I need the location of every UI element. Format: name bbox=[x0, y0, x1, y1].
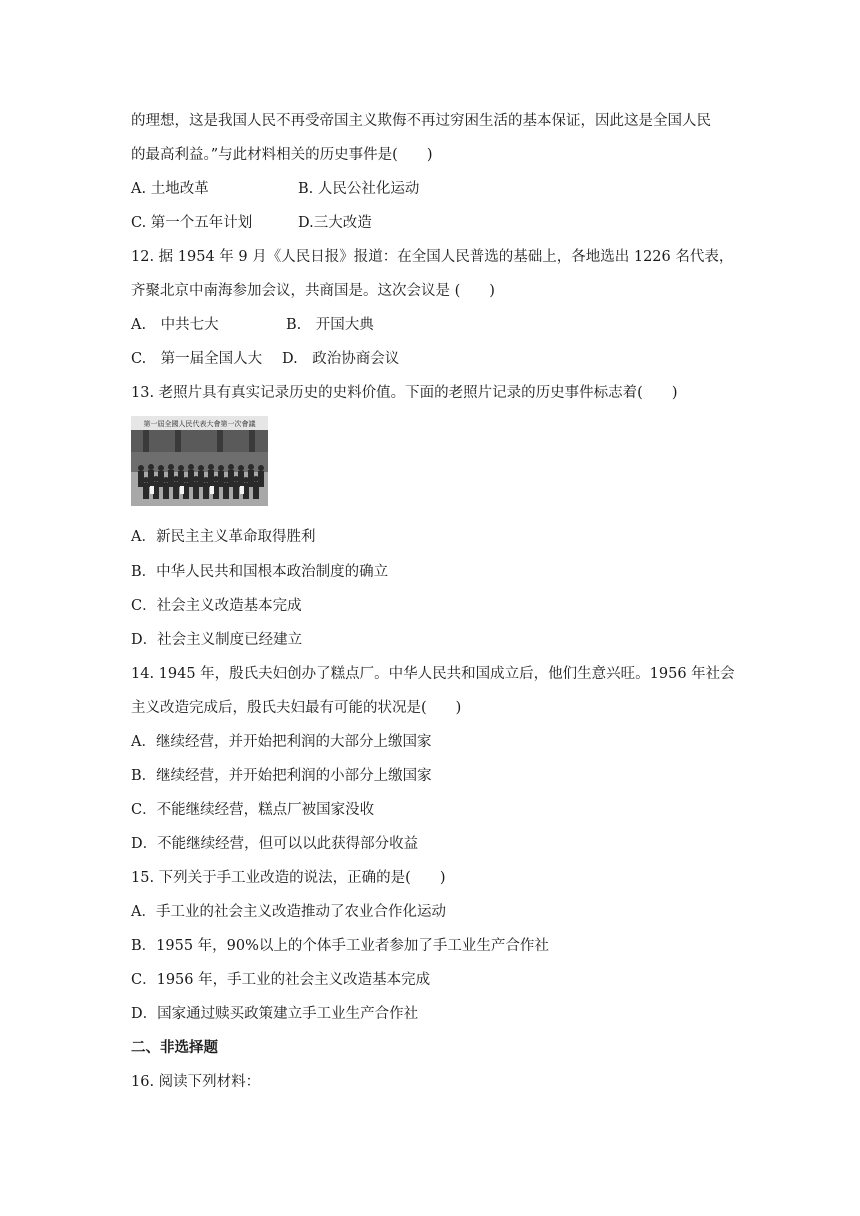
historical-photo bbox=[131, 416, 268, 506]
q13-option-c: C．社会主义改造基本完成 bbox=[131, 598, 302, 614]
q11-option-d: D.三大改造 bbox=[298, 215, 372, 231]
photo-banner-text: 第一屆全國人民代表大會第一次會議 bbox=[143, 420, 256, 428]
q14-option-a: A．继续经营，并开始把利润的大部分上缴国家 bbox=[131, 734, 432, 750]
q11-stem-line-2: 的最高利益。”与此材料相关的历史事件是( ) bbox=[131, 147, 433, 163]
q11-option-c: C. 第一个五年计划 bbox=[131, 215, 253, 231]
q14-option-b: B．继续经营，并开始把利润的小部分上缴国家 bbox=[131, 768, 432, 784]
q16-stem: 16. 阅读下列材料： bbox=[131, 1074, 261, 1090]
q11-stem-line-1: 的理想，这是我国人民不再受帝国主义欺侮不再过穷困生活的基本保证，因此这是全国人民 bbox=[131, 113, 711, 129]
q14-option-d: D．不能继续经营，但可以以此获得部分收益 bbox=[131, 836, 419, 852]
q12-stem-line-2: 齐聚北京中南海参加会议，共商国是。这次会议是 ( ) bbox=[131, 283, 495, 299]
q12-option-d: D. 政治协商会议 bbox=[282, 351, 400, 367]
q13-option-d: D．社会主义制度已经建立 bbox=[131, 632, 303, 648]
q11-option-b: B. 人民公社化运动 bbox=[298, 181, 420, 197]
q13-option-b: B．中华人民共和国根本政治制度的确立 bbox=[131, 564, 389, 580]
q15-stem: 15. 下列关于手工业改造的说法，正确的是( ) bbox=[131, 870, 446, 886]
q14-stem-line-2: 主义改造完成后，殷氏夫妇最有可能的状况是( ) bbox=[131, 700, 462, 716]
q12-stem-line-1: 12. 据 1954 年 9 月《人民日报》报道：在全国人民普选的基础上，各地选出 1226 名代表， bbox=[131, 249, 734, 265]
group-photo-image bbox=[131, 416, 268, 506]
q15-option-a: A．手工业的社会主义改造推动了农业合作化运动 bbox=[131, 904, 446, 920]
q15-option-d: D．国家通过赎买政策建立手工业生产合作社 bbox=[131, 1006, 419, 1022]
q12-option-a: A. 中共七大 bbox=[131, 317, 219, 333]
q12-option-b: B. 开国大典 bbox=[286, 317, 374, 333]
q14-stem-line-1: 14. 1945 年，殷氏夫妇创办了糕点厂。中华人民共和国成立后，他们生意兴旺。1956 年社会 bbox=[131, 666, 735, 682]
q14-option-c: C．不能继续经营，糕点厂被国家没收 bbox=[131, 802, 375, 818]
q15-option-c: C．1956 年，手工业的社会主义改造基本完成 bbox=[131, 972, 431, 988]
q13-stem: 13. 老照片具有真实记录历史的史料价值。下面的老照片记录的历史事件标志着( ) bbox=[131, 385, 678, 401]
q11-option-a: A. 土地改革 bbox=[131, 181, 209, 197]
q15-option-b: B．1955 年，90%以上的个体手工业者参加了手工业生产合作社 bbox=[131, 938, 549, 954]
q13-option-a: A．新民主主义革命取得胜利 bbox=[131, 529, 316, 545]
q12-option-c: C. 第一届全国人大 bbox=[131, 351, 263, 367]
section-heading: 二、非选择题 bbox=[131, 1039, 218, 1056]
